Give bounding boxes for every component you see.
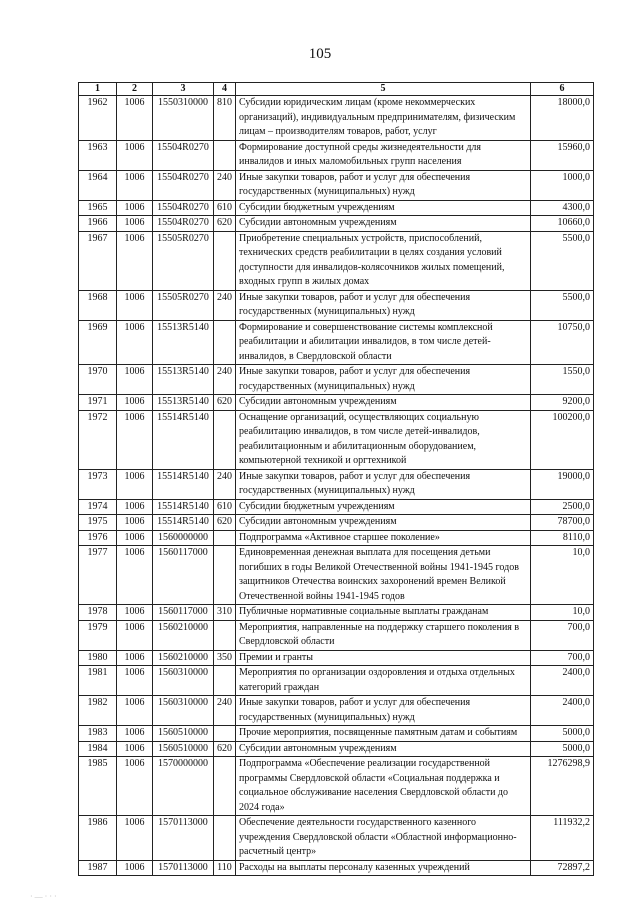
description-cell: Субсидии автономным учреждениям [236, 515, 531, 531]
target-article-cell: 15513R5140 [153, 365, 214, 395]
row-number-cell: 1977 [79, 546, 117, 605]
section-code-cell: 1006 [117, 666, 153, 696]
description-cell: Формирование и совершенствование системы комплексной реабилитации и абилитации инвалидов, в том числе детей-инвалидов, в Свердловской области [236, 320, 531, 365]
table-row [79, 231, 594, 290]
table-row [79, 515, 594, 531]
section-code-cell: 1006 [117, 860, 153, 876]
target-article-cell: 15504R0270 [153, 216, 214, 232]
description-cell: Формирование доступной среды жизнедеятельности для инвалидов и иных маломобильных групп населения [236, 140, 531, 170]
table-header [79, 83, 594, 96]
table-row [79, 530, 594, 546]
description-cell: Субсидии автономным учреждениям [236, 741, 531, 757]
expense-type-cell [214, 757, 236, 816]
target-article-cell: 15514R5140 [153, 410, 214, 469]
row-number-cell: 1983 [79, 726, 117, 742]
row-number-cell: 1967 [79, 231, 117, 290]
table-row [79, 395, 594, 411]
expense-type-cell: 350 [214, 650, 236, 666]
target-article-cell: 1560510000 [153, 741, 214, 757]
expense-type-cell: 810 [214, 96, 236, 141]
scan-edge-mark: · — · · · [30, 892, 57, 901]
table-row [79, 757, 594, 816]
table-row [79, 216, 594, 232]
description-cell: Подпрограмма «Обеспечение реализации государственной программы Свердловской области «Социальная поддержка и социальное обслуживание населения Свердловской области до 2024 года» [236, 757, 531, 816]
table-row [79, 696, 594, 726]
expense-type-cell: 240 [214, 290, 236, 320]
amount-cell: 19000,0 [531, 469, 594, 499]
expense-type-cell: 610 [214, 499, 236, 515]
description-cell: Публичные нормативные социальные выплаты гражданам [236, 605, 531, 621]
section-code-cell: 1006 [117, 231, 153, 290]
amount-cell: 100200,0 [531, 410, 594, 469]
amount-cell: 700,0 [531, 620, 594, 650]
section-code-cell: 1006 [117, 365, 153, 395]
description-cell: Обеспечение деятельности государственного казенного учреждения Свердловской области «Областной информационно-расчетный центр» [236, 816, 531, 861]
column-header: 5 [236, 83, 531, 96]
expense-type-cell [214, 231, 236, 290]
section-code-cell: 1006 [117, 216, 153, 232]
section-code-cell: 1006 [117, 741, 153, 757]
target-article-cell: 15504R0270 [153, 200, 214, 216]
table-row [79, 650, 594, 666]
table-body [79, 96, 594, 876]
description-cell: Единовременная денежная выплата для посещения детьми погибших в годы Великой Отечественной войны 1941-1945 годов защитников Отечества воинских захоронений времен Великой Отечественной войны 1941-1945 годов [236, 546, 531, 605]
expense-type-cell [214, 816, 236, 861]
table-row [79, 546, 594, 605]
section-code-cell: 1006 [117, 816, 153, 861]
table-row [79, 666, 594, 696]
section-code-cell: 1006 [117, 410, 153, 469]
description-cell: Расходы на выплаты персоналу казенных учреждений [236, 860, 531, 876]
row-number-cell: 1971 [79, 395, 117, 411]
section-code-cell: 1006 [117, 96, 153, 141]
amount-cell: 10660,0 [531, 216, 594, 232]
amount-cell: 10,0 [531, 605, 594, 621]
expense-type-cell [214, 726, 236, 742]
row-number-cell: 1986 [79, 816, 117, 861]
section-code-cell: 1006 [117, 726, 153, 742]
row-number-cell: 1968 [79, 290, 117, 320]
row-number-cell: 1978 [79, 605, 117, 621]
target-article-cell: 1560117000 [153, 546, 214, 605]
amount-cell: 700,0 [531, 650, 594, 666]
row-number-cell: 1987 [79, 860, 117, 876]
table-row [79, 320, 594, 365]
section-code-cell: 1006 [117, 170, 153, 200]
expense-type-cell: 620 [214, 395, 236, 411]
column-header: 4 [214, 83, 236, 96]
amount-cell: 15960,0 [531, 140, 594, 170]
expense-type-cell: 240 [214, 469, 236, 499]
row-number-cell: 1980 [79, 650, 117, 666]
target-article-cell: 1560210000 [153, 620, 214, 650]
description-cell: Субсидии юридическим лицам (кроме некоммерческих организаций), индивидуальным предпринимателям, физическим лицам – производителям товаров, работ, услуг [236, 96, 531, 141]
table-row [79, 96, 594, 141]
row-number-cell: 1979 [79, 620, 117, 650]
row-number-cell: 1963 [79, 140, 117, 170]
description-cell: Иные закупки товаров, работ и услуг для обеспечения государственных (муниципальных) нужд [236, 469, 531, 499]
target-article-cell: 15514R5140 [153, 515, 214, 531]
budget-table [78, 82, 594, 876]
target-article-cell: 15504R0270 [153, 140, 214, 170]
table-row [79, 140, 594, 170]
table-row [79, 170, 594, 200]
description-cell: Мероприятия, направленные на поддержку старшего поколения в Свердловской области [236, 620, 531, 650]
row-number-cell: 1974 [79, 499, 117, 515]
row-number-cell: 1985 [79, 757, 117, 816]
description-cell: Иные закупки товаров, работ и услуг для обеспечения государственных (муниципальных) нужд [236, 365, 531, 395]
section-code-cell: 1006 [117, 515, 153, 531]
table-row [79, 605, 594, 621]
target-article-cell: 15514R5140 [153, 499, 214, 515]
target-article-cell: 1570113000 [153, 816, 214, 861]
table-row [79, 365, 594, 395]
description-cell: Субсидии автономным учреждениям [236, 395, 531, 411]
expense-type-cell: 620 [214, 216, 236, 232]
target-article-cell: 1560510000 [153, 726, 214, 742]
column-header: 3 [153, 83, 214, 96]
expense-type-cell [214, 530, 236, 546]
section-code-cell: 1006 [117, 290, 153, 320]
row-number-cell: 1982 [79, 696, 117, 726]
row-number-cell: 1970 [79, 365, 117, 395]
section-code-cell: 1006 [117, 469, 153, 499]
target-article-cell: 15513R5140 [153, 395, 214, 411]
expense-type-cell [214, 320, 236, 365]
table-row [79, 290, 594, 320]
section-code-cell: 1006 [117, 530, 153, 546]
target-article-cell: 15514R5140 [153, 469, 214, 499]
amount-cell: 5500,0 [531, 231, 594, 290]
page-number: 105 [308, 46, 332, 62]
expense-type-cell: 310 [214, 605, 236, 621]
row-number-cell: 1965 [79, 200, 117, 216]
expense-type-cell: 610 [214, 200, 236, 216]
expense-type-cell: 620 [214, 515, 236, 531]
description-cell: Иные закупки товаров, работ и услуг для обеспечения государственных (муниципальных) нужд [236, 170, 531, 200]
table-row [79, 200, 594, 216]
row-number-cell: 1973 [79, 469, 117, 499]
table-row [79, 620, 594, 650]
amount-cell: 1276298,9 [531, 757, 594, 816]
expense-type-cell [214, 140, 236, 170]
expense-type-cell: 240 [214, 365, 236, 395]
column-header: 1 [79, 83, 117, 96]
expense-type-cell: 110 [214, 860, 236, 876]
description-cell: Субсидии бюджетным учреждениям [236, 499, 531, 515]
section-code-cell: 1006 [117, 620, 153, 650]
table-row [79, 469, 594, 499]
target-article-cell: 15505R0270 [153, 231, 214, 290]
target-article-cell: 1560117000 [153, 605, 214, 621]
target-article-cell: 1570000000 [153, 757, 214, 816]
section-code-cell: 1006 [117, 499, 153, 515]
description-cell: Подпрограмма «Активное старшее поколение» [236, 530, 531, 546]
table-row [79, 816, 594, 861]
amount-cell: 5500,0 [531, 290, 594, 320]
amount-cell: 5000,0 [531, 726, 594, 742]
row-number-cell: 1966 [79, 216, 117, 232]
target-article-cell: 1560000000 [153, 530, 214, 546]
description-cell: Иные закупки товаров, работ и услуг для обеспечения государственных (муниципальных) нужд [236, 290, 531, 320]
description-cell: Субсидии бюджетным учреждениям [236, 200, 531, 216]
section-code-cell: 1006 [117, 320, 153, 365]
amount-cell: 2500,0 [531, 499, 594, 515]
amount-cell: 2400,0 [531, 666, 594, 696]
target-article-cell: 15505R0270 [153, 290, 214, 320]
expense-type-cell [214, 546, 236, 605]
table-row [79, 741, 594, 757]
expense-type-cell: 240 [214, 170, 236, 200]
table-row [79, 499, 594, 515]
section-code-cell: 1006 [117, 546, 153, 605]
amount-cell: 111932,2 [531, 816, 594, 861]
amount-cell: 4300,0 [531, 200, 594, 216]
expense-type-cell [214, 410, 236, 469]
section-code-cell: 1006 [117, 696, 153, 726]
amount-cell: 2400,0 [531, 696, 594, 726]
description-cell: Субсидии автономным учреждениям [236, 216, 531, 232]
target-article-cell: 15513R5140 [153, 320, 214, 365]
row-number-cell: 1984 [79, 741, 117, 757]
target-article-cell: 1560210000 [153, 650, 214, 666]
description-cell: Оснащение организаций, осуществляющих социальную реабилитацию инвалидов, в том числе детей-инвалидов, реабилитационным и абилитационным оборудованием, компьютерной техникой и оргтехникой [236, 410, 531, 469]
amount-cell: 5000,0 [531, 741, 594, 757]
section-code-cell: 1006 [117, 650, 153, 666]
target-article-cell: 1570113000 [153, 860, 214, 876]
description-cell: Прочие мероприятия, посвященные памятным датам и событиям [236, 726, 531, 742]
row-number-cell: 1975 [79, 515, 117, 531]
section-code-cell: 1006 [117, 395, 153, 411]
amount-cell: 78700,0 [531, 515, 594, 531]
amount-cell: 10,0 [531, 546, 594, 605]
table-row [79, 726, 594, 742]
section-code-cell: 1006 [117, 200, 153, 216]
row-number-cell: 1981 [79, 666, 117, 696]
section-code-cell: 1006 [117, 757, 153, 816]
amount-cell: 8110,0 [531, 530, 594, 546]
target-article-cell: 1560310000 [153, 666, 214, 696]
row-number-cell: 1962 [79, 96, 117, 141]
section-code-cell: 1006 [117, 605, 153, 621]
table-row [79, 410, 594, 469]
description-cell: Премии и гранты [236, 650, 531, 666]
description-cell: Приобретение специальных устройств, приспособлений, технических средств реабилитации в целях создания условий доступности для инвалидов-колясочников жилых помещений, входных групп в жилых домах [236, 231, 531, 290]
amount-cell: 1000,0 [531, 170, 594, 200]
expense-type-cell: 620 [214, 741, 236, 757]
expense-type-cell [214, 666, 236, 696]
expense-type-cell: 240 [214, 696, 236, 726]
target-article-cell: 1560310000 [153, 696, 214, 726]
amount-cell: 18000,0 [531, 96, 594, 141]
description-cell: Мероприятия по организации оздоровления и отдыха отдельных категорий граждан [236, 666, 531, 696]
target-article-cell: 15504R0270 [153, 170, 214, 200]
target-article-cell: 1550310000 [153, 96, 214, 141]
section-code-cell: 1006 [117, 140, 153, 170]
column-header: 2 [117, 83, 153, 96]
row-number-cell: 1969 [79, 320, 117, 365]
amount-cell: 9200,0 [531, 395, 594, 411]
amount-cell: 1550,0 [531, 365, 594, 395]
row-number-cell: 1964 [79, 170, 117, 200]
table-row [79, 860, 594, 876]
amount-cell: 10750,0 [531, 320, 594, 365]
description-cell: Иные закупки товаров, работ и услуг для обеспечения государственных (муниципальных) нужд [236, 696, 531, 726]
row-number-cell: 1976 [79, 530, 117, 546]
amount-cell: 72897,2 [531, 860, 594, 876]
expense-type-cell [214, 620, 236, 650]
row-number-cell: 1972 [79, 410, 117, 469]
column-header: 6 [531, 83, 594, 96]
